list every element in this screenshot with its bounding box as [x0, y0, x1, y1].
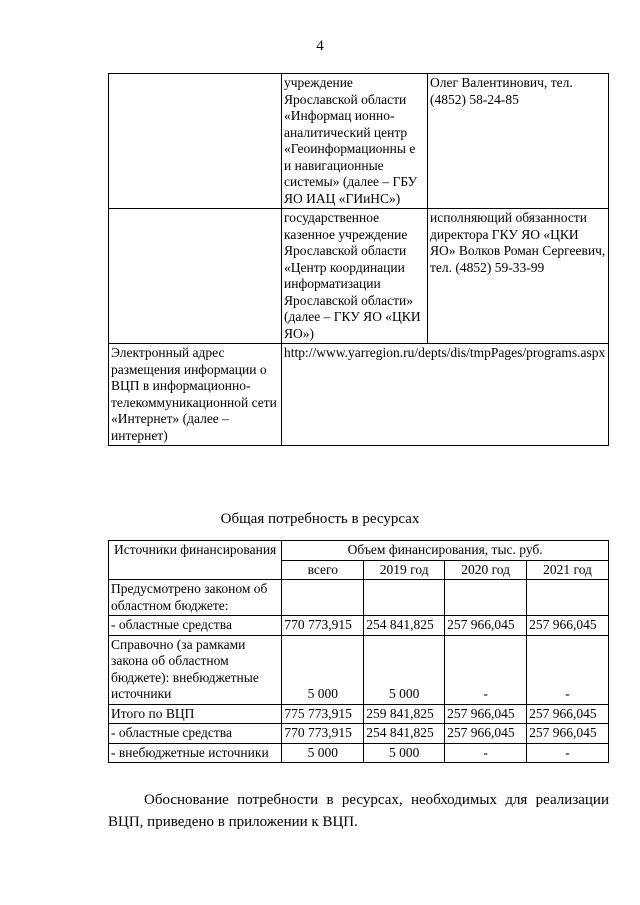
- cell: [527, 580, 609, 616]
- cell: 259 841,825: [364, 704, 445, 724]
- table-row: [109, 704, 609, 724]
- cell: 254 841,825: [364, 616, 445, 636]
- org-cell: учреждение Ярославской области «Информац ионно-аналитический центр «Геоинформационны е и навигационные системы» (далее – ГБУ ЯО ИАЦ «ГИиНС»): [282, 74, 428, 209]
- row-label: Справочно (за рамками закона об областном бюджете): внебюджетные источники: [109, 635, 282, 704]
- cell: 254 841,825: [364, 724, 445, 744]
- page-number: 4: [316, 38, 324, 54]
- cell: -: [527, 635, 609, 704]
- cell: [445, 580, 527, 616]
- cell: -: [445, 743, 527, 763]
- cell: 5 000: [282, 635, 364, 704]
- header-source: Источники финансирования: [109, 541, 282, 580]
- column-header: 2019 год: [364, 560, 445, 580]
- table-row: [109, 344, 609, 446]
- cell: 5 000: [364, 743, 445, 763]
- cell: 257 966,045: [445, 704, 527, 724]
- cell: -: [445, 635, 527, 704]
- row-label: - внебюджетные источники: [109, 743, 282, 763]
- table-row: [109, 635, 609, 704]
- contact-cell: Олег Валентинович, тел. (4852) 58-24-85: [428, 74, 609, 209]
- contact-cell: исполняющий обязанности директора ГКУ ЯО «ЦКИ ЯО» Волков Роман Сергеевич, тел. (4852) 59-33-99: [428, 209, 609, 344]
- header-volume: Объем финансирования, тыс. руб.: [282, 541, 609, 561]
- cell: -: [527, 743, 609, 763]
- footer-paragraph: Обоснование потребности в ресурсах, необходимых для реализации ВЦП, приведено в приложении к ВЦП.: [108, 792, 609, 830]
- table-row: [109, 74, 609, 209]
- table-header-row: [109, 541, 609, 561]
- table-row: [109, 580, 609, 616]
- row-label: - областные средства: [109, 724, 282, 744]
- cell: 257 966,045: [445, 724, 527, 744]
- empty-cell: [109, 209, 282, 344]
- table-row: [109, 209, 609, 344]
- cell: 770 773,915: [282, 616, 364, 636]
- row-label: Итого по ВЦП: [109, 704, 282, 724]
- table-row: [109, 616, 609, 636]
- column-header: всего: [282, 560, 364, 580]
- table-row: [109, 724, 609, 744]
- address-label: Электронный адрес размещения информации о ВЦП в информационно-телекоммуникационной сети «Интернет» (далее – интернет): [109, 344, 282, 446]
- row-label: Предусмотрено законом об областном бюджете:: [109, 580, 282, 616]
- column-header: 2021 год: [527, 560, 609, 580]
- cell: 5 000: [282, 743, 364, 763]
- table-row: [109, 743, 609, 763]
- cell: [364, 580, 445, 616]
- resources-caption: Общая потребность в ресурсах: [220, 511, 420, 527]
- resources-table: [108, 540, 609, 763]
- cell: 5 000: [364, 635, 445, 704]
- cell: 257 966,045: [527, 616, 609, 636]
- cell: 257 966,045: [527, 724, 609, 744]
- cell: [282, 580, 364, 616]
- address-link[interactable]: http://www.yarregion.ru/depts/dis/tmpPages/programs.aspx: [282, 344, 609, 446]
- column-header: 2020 год: [445, 560, 527, 580]
- org-cell: государственное казенное учреждение Ярославской области «Центр координации информатизации Ярославской области» (далее – ГКУ ЯО «ЦКИ ЯО»): [282, 209, 428, 344]
- cell: 775 773,915: [282, 704, 364, 724]
- cell: 257 966,045: [527, 704, 609, 724]
- row-label: - областные средства: [109, 616, 282, 636]
- empty-cell: [109, 74, 282, 209]
- cell: 257 966,045: [445, 616, 527, 636]
- cell: 770 773,915: [282, 724, 364, 744]
- info-table: [108, 73, 609, 446]
